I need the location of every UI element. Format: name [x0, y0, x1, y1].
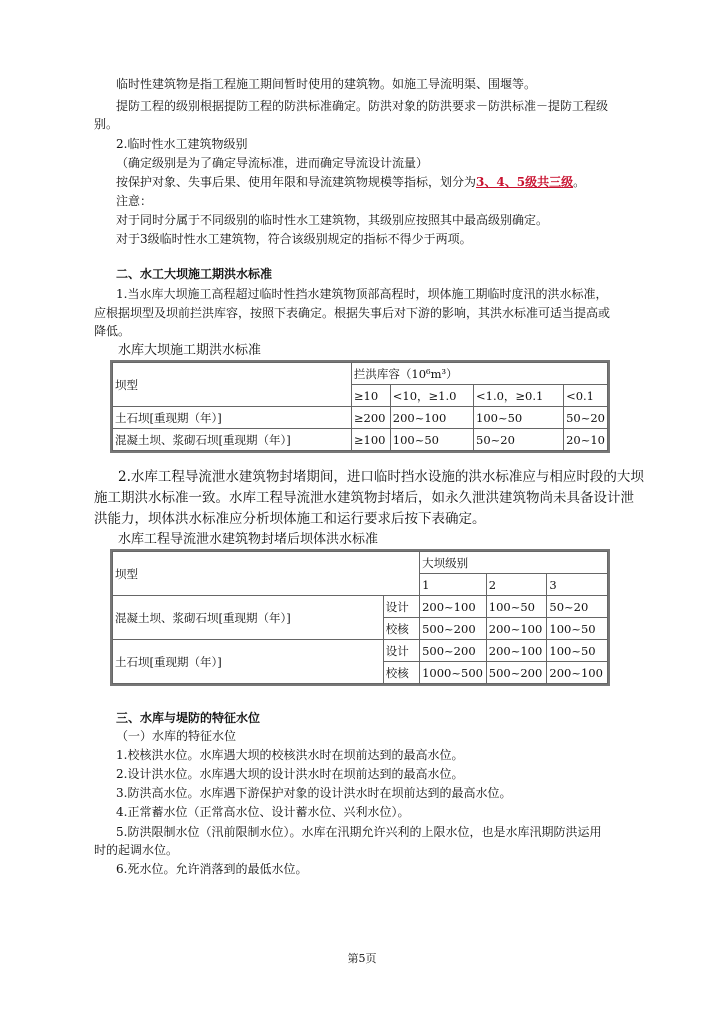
para-flood-standard-3: 降低。: [94, 324, 131, 338]
table1-row: [113, 429, 608, 451]
para-levee-grade-2: 别。: [94, 117, 119, 131]
table1-row: [113, 407, 608, 429]
grade-highlight: 3、4、5级共三级: [476, 175, 574, 189]
grade-division-text: 按保护对象、失事后果、使用年限和导流建筑物规模等指标，划分为: [116, 175, 477, 189]
table1-cell: 20~10: [564, 429, 608, 451]
table2-col-header: 1: [420, 574, 487, 596]
table1-cell: 50~20: [474, 429, 564, 451]
list-item: 2.设计洪水位。水库遇大坝的设计洪水时在坝前达到的最高水位。: [116, 767, 464, 781]
list-item-5-line2: 时的起调水位。: [94, 843, 179, 857]
table2-cell: 200~100: [420, 596, 487, 618]
subheading-reservoir-levels: （一）水库的特征水位: [116, 729, 237, 743]
table2-col-header: 3: [547, 574, 608, 596]
list-item: 1.校核洪水位。水库遇大坝的校核洪水时在坝前达到的最高水位。: [116, 748, 464, 762]
table2-cell: 100~50: [486, 596, 547, 618]
table2-cell: 200~100: [486, 618, 547, 640]
table1-col-header: ≥10: [351, 385, 390, 407]
table1-row-label: 土石坝[重现期（年）]: [113, 407, 352, 429]
table2-group-header: 大坝级别: [420, 552, 608, 574]
section-heading-3: 三、水库与堤防的特征水位: [116, 711, 261, 725]
table2-col-header: 2: [486, 574, 547, 596]
para-grade-division: [116, 174, 585, 190]
para-plugging-period: 2.水库工程导流泄水建筑物封堵期间，进口临时挡水设施的洪水标准应与相应时段的大坝施工期洪水标准一致。水库工程导流泄水建筑物封堵后，如永久泄洪建筑物尚未具备设计泄洪能力，坝体洪水标准应分析坝体施工和运行要求后按下表确定。: [94, 469, 644, 527]
table1-cell: ≥100: [351, 429, 390, 451]
table2-row-label: 混凝土坝、浆砌石坝[重现期（年）]: [113, 596, 384, 640]
table2-cell: 200~100: [547, 662, 608, 684]
table1-cell: 100~50: [474, 407, 564, 429]
table2-sub-label: 校核: [383, 662, 419, 684]
para-grade-purpose: （确定级别是为了确定导流标准，进而确定导流设计流量）: [116, 156, 429, 170]
page-number: 第5页: [347, 952, 377, 965]
table1-row-label: 混凝土坝、浆砌石坝[重现期（年）]: [113, 429, 352, 451]
table1-group-header: 拦洪库容（10⁶m³）: [351, 363, 607, 385]
table1-cell: 100~50: [390, 429, 473, 451]
section-heading-2: 二、水工大坝施工期洪水标准: [116, 267, 273, 281]
table2-cell: 100~50: [547, 640, 608, 662]
table2-cell: 100~50: [547, 618, 608, 640]
table2-caption: 水库工程导流泄水建筑物封堵后坝体洪水标准: [118, 532, 379, 547]
table2-cell: 1000~500: [420, 662, 487, 684]
table2-sub-label: 校核: [383, 618, 419, 640]
table2-sub-label: 设计: [383, 640, 419, 662]
para-temporary-buildings: 临时性建筑物是指工程施工期间暂时使用的建筑物。如施工导流明渠、围堰等。: [116, 77, 537, 91]
table1-cell: 50~20: [564, 407, 608, 429]
table1-col-header-dam-type: 坝型: [113, 363, 352, 407]
list-item-5-line1: 5.防洪限制水位（汛前限制水位）。水库在汛期允许兴利的上限水位，也是水库汛期防洪运用: [116, 825, 602, 839]
table2-cell: 50~20: [547, 596, 608, 618]
list-item-6: 6.死水位。允许消落到的最低水位。: [116, 862, 308, 876]
table1-col-header: <0.1: [564, 385, 608, 407]
table2-row-label: 土石坝[重现期（年）]: [113, 640, 384, 684]
note-label: 注意：: [116, 194, 153, 208]
table-post-plugging-standard: [112, 551, 608, 684]
table1-cell: 200~100: [390, 407, 473, 429]
grade-division-end: 。: [573, 175, 586, 189]
table2-cell: 500~200: [420, 640, 487, 662]
note-1: 对于同时分属于不同级别的临时性水工建筑物，其级别应按照其中最高级别确定。: [116, 213, 549, 227]
table2-cell: 500~200: [420, 618, 487, 640]
table2-row: [113, 596, 608, 618]
item-temp-grade: 2.临时性水工建筑物级别: [116, 137, 248, 151]
table1-cell: ≥200: [351, 407, 390, 429]
para-flood-standard-1: 1.当水库大坝施工高程超过临时性挡水建筑物顶部高程时，坝体施工期临时度汛的洪水标准，: [116, 287, 608, 301]
table2-row: [113, 640, 608, 662]
list-item: 3.防洪高水位。水库遇下游保护对象的设计洪水时在坝前达到的最高水位。: [116, 786, 512, 800]
para-levee-grade-1: 提防工程的级别根据提防工程的防洪标准确定。防洪对象的防洪要求－防洪标准－提防工程级: [116, 99, 609, 113]
table-dam-flood-standard: [112, 362, 608, 451]
table2-col-header-dam-type: 坝型: [113, 552, 420, 596]
table2-cell: 200~100: [486, 640, 547, 662]
table1-caption: 水库大坝施工期洪水标准: [118, 343, 262, 358]
table1-col-header: <1.0，≥0.1: [474, 385, 564, 407]
note-2: 对于3级临时性水工建筑物，符合该级别规定的指标不得少于两项。: [116, 232, 472, 246]
table2-cell: 500~200: [486, 662, 547, 684]
list-item: 4.正常蓄水位（正常高水位、设计蓄水位、兴利水位）。: [116, 805, 410, 819]
table2-sub-label: 设计: [383, 596, 419, 618]
para-flood-standard-2: 应根据坝型及坝前拦洪库容，按照下表确定。根据失事后对下游的影响，其洪水标准可适当提高或: [94, 306, 611, 320]
table1-col-header: <10，≥1.0: [390, 385, 473, 407]
